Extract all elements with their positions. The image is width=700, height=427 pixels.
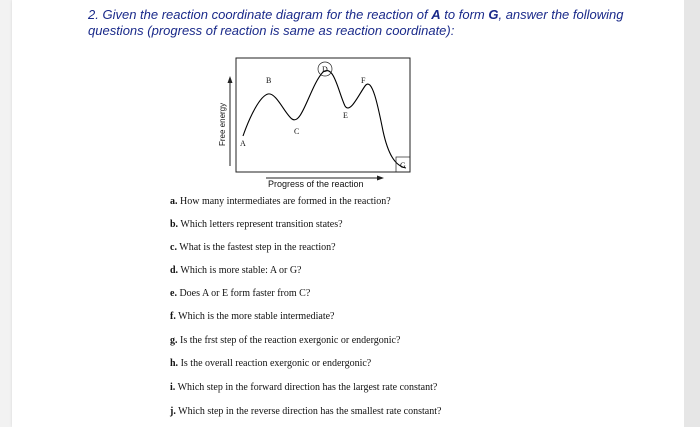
- item-label: d.: [170, 265, 179, 276]
- list-item: [170, 196, 391, 207]
- question-heading: [88, 7, 648, 39]
- list-item: [170, 358, 371, 369]
- reaction-coordinate-diagram: [210, 56, 440, 181]
- item-text: Which step in the forward direction has the largest rate constant?: [177, 382, 438, 393]
- page-edge: [684, 0, 700, 427]
- item-text: Which letters represent transition states?: [180, 219, 343, 230]
- question-number: 2.: [88, 7, 99, 22]
- list-item: [170, 288, 310, 299]
- item-text: Which is the more stable intermediate?: [178, 311, 335, 322]
- item-text: How many intermediates are formed in the reaction?: [180, 196, 391, 207]
- item-text: What is the fastest step in the reaction?: [179, 242, 336, 253]
- list-item: [170, 382, 437, 393]
- question-text-part3: , answer the following: [498, 7, 624, 22]
- question-line-2: questions (progress of reaction is same as reaction coordinate):: [88, 23, 455, 38]
- point-g-label: G: [400, 161, 406, 170]
- list-item: [170, 242, 336, 253]
- y-axis-label: Free energy: [218, 102, 227, 146]
- point-d-label: D: [322, 65, 328, 74]
- question-line-1: [88, 7, 648, 23]
- reactant-letter: A: [431, 7, 441, 22]
- item-text: Is the overall reaction exergonic or endergonic?: [180, 358, 372, 369]
- y-axis-arrowhead: [228, 76, 233, 83]
- item-text: Is the frst step of the reaction exergonic or endergonic?: [180, 335, 401, 346]
- question-text-part2: to form: [440, 7, 489, 22]
- point-e-label: E: [343, 111, 348, 120]
- item-label: i.: [170, 382, 176, 393]
- item-label: h.: [170, 358, 179, 369]
- point-f-label: F: [361, 76, 366, 85]
- item-label: a.: [170, 196, 178, 207]
- list-item: [170, 265, 301, 276]
- x-axis-label: Progress of the reaction: [268, 179, 364, 189]
- item-label: j.: [170, 406, 176, 417]
- point-a-label: A: [240, 139, 246, 148]
- product-letter: G: [488, 7, 499, 22]
- item-text: Which step in the reverse direction has the smallest rate constant?: [178, 406, 442, 417]
- item-label: b.: [170, 219, 179, 230]
- item-label: f.: [170, 311, 176, 322]
- diagram-frame: [236, 58, 410, 172]
- question-text-part1: Given the reaction coordinate diagram for the reaction of: [102, 7, 432, 22]
- point-b-label: B: [266, 76, 272, 85]
- item-label: g.: [170, 335, 178, 346]
- item-text: Does A or E form faster from C?: [179, 288, 311, 299]
- list-item: [170, 406, 441, 417]
- item-text: Which is more stable: A or G?: [180, 265, 302, 276]
- list-item: [170, 311, 335, 322]
- item-label: c.: [170, 242, 177, 253]
- point-c-label: C: [294, 127, 300, 136]
- list-item: [170, 335, 400, 346]
- item-label: e.: [170, 288, 177, 299]
- list-item: [170, 219, 343, 230]
- energy-curve: [243, 71, 406, 168]
